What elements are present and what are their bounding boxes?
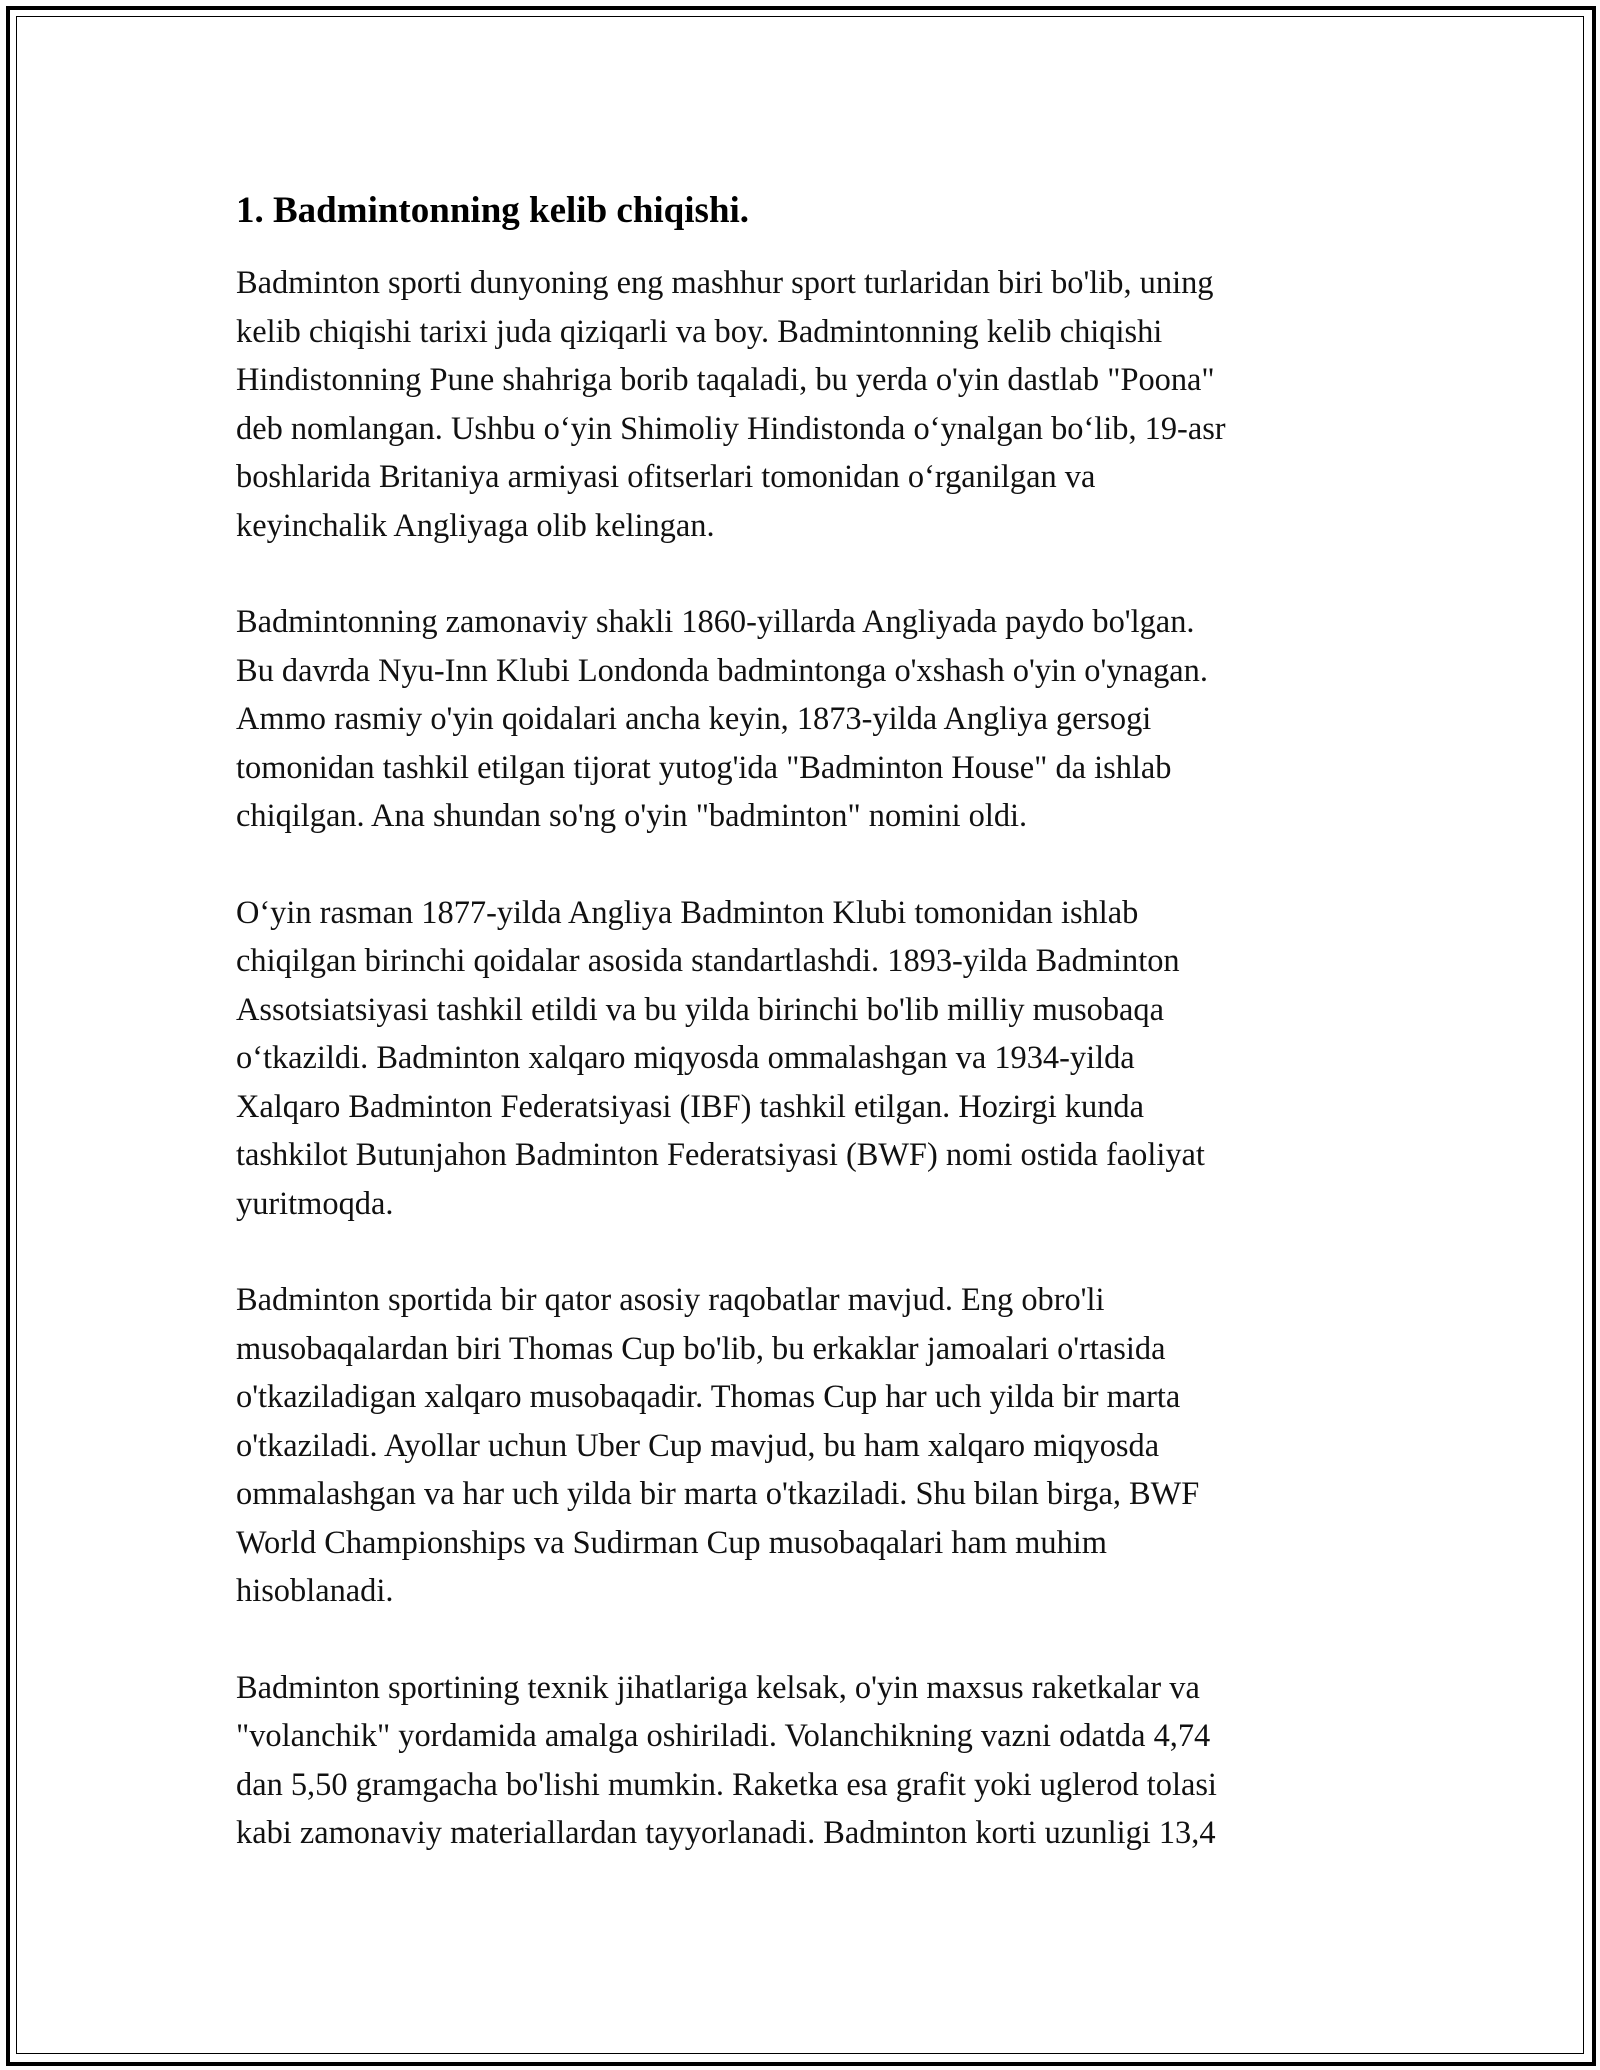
section-heading: 1. Badmintonning kelib chiqishi. <box>236 190 750 231</box>
paragraph-line: chiqilgan. Ana shundan so'ng o'yin "badminton" nomini oldi. <box>236 798 1028 834</box>
body-paragraph <box>236 889 1372 1229</box>
body-paragraph <box>236 1664 1372 1858</box>
body-paragraph <box>236 259 1372 550</box>
paragraph-line: tomonidan tashkil etilgan tijorat yutog'ida "Badminton House" da ishlab <box>236 749 1172 786</box>
paragraph-line: dan 5,50 gramgacha bo'lishi mumkin. Raketka esa grafit yoki uglerod tolasi <box>236 1766 1217 1803</box>
paragraph-line: o'tkaziladigan xalqaro musobaqadir. Thomas Cup har uch yilda bir marta <box>236 1379 1181 1415</box>
paragraph-line: Assotsiatsiyasi tashkil etildi va bu yilda birinchi bo'lib milliy musobaqa <box>236 991 1164 1028</box>
paragraph-line: "volanchik" yordamida amalga oshiriladi. Volanchikning vazni odatda 4,74 <box>236 1718 1211 1754</box>
paragraph-line: World Championships va Sudirman Cup musobaqalari ham muhim <box>236 1524 1107 1561</box>
paragraph-line: Badminton sportida bir qator asosiy raqobatlar mavjud. Eng obro'li <box>236 1282 1105 1318</box>
paragraph-line: Badminton sportining texnik jihatlariga kelsak, o'yin maxsus raketkalar va <box>236 1669 1200 1706</box>
paragraph-line: deb nomlangan. Ushbu o‘yin Shimoliy Hindistonda o‘ynalgan bo‘lib, 19-asr <box>236 410 1226 447</box>
paragraph-line: yuritmoqda. <box>236 1185 394 1222</box>
paragraph-line: tashkilot Butunjahon Badminton Federatsiyasi (BWF) nomi ostida faoliyat <box>236 1137 1205 1173</box>
paragraph-line: ommalashgan va har uch yilda bir marta o'tkaziladi. Shu bilan birga, BWF <box>236 1476 1200 1512</box>
paragraph-list <box>236 259 1372 1858</box>
paragraph-line: Badminton sporti dunyoning eng mashhur sport turlaridan biri bo'lib, uning <box>236 265 1214 301</box>
paragraph-line: O‘yin rasman 1877-yilda Angliya Badminton Klubi tomonidan ishlab <box>236 894 1139 931</box>
paragraph-line: Bu davrda Nyu-Inn Klubi Londonda badmintonga o'xshash o'yin o'ynagan. <box>236 652 1208 689</box>
paragraph-line: hisoblanadi. <box>236 1573 394 1609</box>
paragraph-line: boshlarida Britaniya armiyasi ofitserlari tomonidan o‘rganilgan va <box>236 459 1096 495</box>
paragraph-line: Hindistonning Pune shahriga borib taqaladi, bu yerda o'yin dastlab "Poona" <box>236 362 1215 398</box>
paragraph-line: chiqilgan birinchi qoidalar asosida standartlashdi. 1893-yilda Badminton <box>236 943 1180 979</box>
paragraph-line: musobaqalardan biri Thomas Cup bo'lib, bu erkaklar jamoalari o'rtasida <box>236 1330 1166 1367</box>
paragraph-line: Badmintonning zamonaviy shakli 1860-yillarda Angliyada paydo bo'lgan. <box>236 604 1195 640</box>
paragraph-line: kabi zamonaviy materiallardan tayyorlanadi. Badminton korti uzunligi 13,4 <box>236 1815 1216 1851</box>
document-content <box>236 186 1372 1906</box>
paragraph-line: Xalqaro Badminton Federatsiyasi (IBF) tashkil etilgan. Hozirgi kunda <box>236 1088 1144 1125</box>
paragraph-line: o‘tkazildi. Badminton xalqaro miqyosda ommalashgan va 1934-yilda <box>236 1040 1135 1076</box>
paragraph-line: Ammo rasmiy o'yin qoidalari ancha keyin, 1873-yilda Angliya gersogi <box>236 701 1152 737</box>
paragraph-line: o'tkaziladi. Ayollar uchun Uber Cup mavjud, bu ham xalqaro miqyosda <box>236 1427 1160 1464</box>
paragraph-line: kelib chiqishi tarixi juda qiziqarli va boy. Badmintonning kelib chiqishi <box>236 313 1163 350</box>
body-paragraph <box>236 1276 1372 1616</box>
body-paragraph <box>236 598 1372 841</box>
paragraph-line: keyinchalik Angliyaga olib kelingan. <box>236 507 715 544</box>
